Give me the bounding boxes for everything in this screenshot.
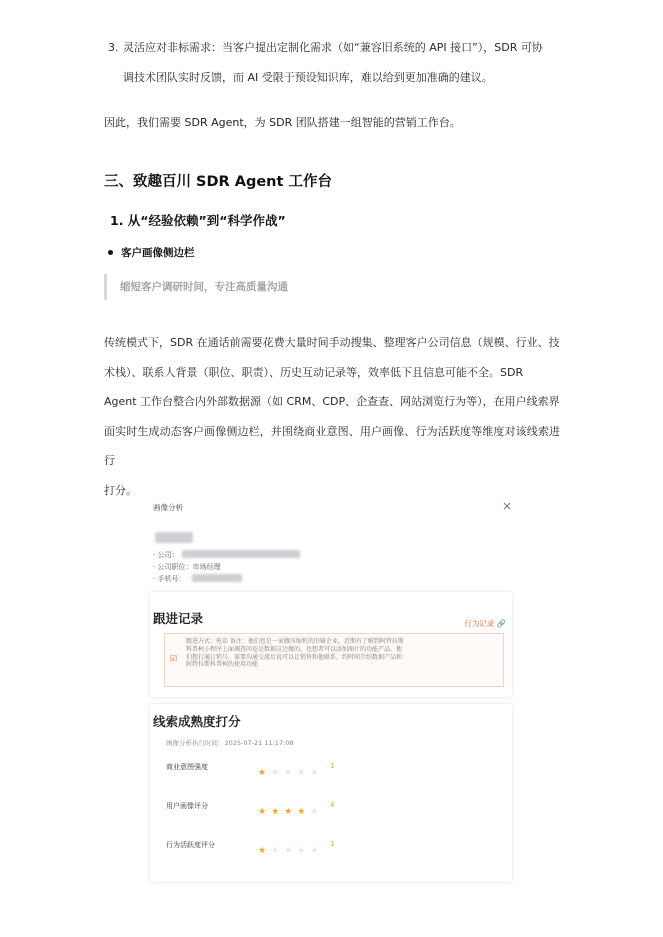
subsection-heading: 1. 从“经验依赖”到“科学作战” bbox=[110, 213, 286, 228]
followup-note bbox=[164, 633, 504, 687]
star-empty-icon: ★ bbox=[310, 807, 319, 817]
score-label: 商业意图强度 bbox=[166, 763, 208, 771]
note-line-1: 跟进方式：电话 备注：他们也是一家做压缩机的旧骑企业。近期有了解到阿特拉斯 bbox=[186, 638, 404, 645]
note-line-2: 科普柯小程序上面调查问卷是数据这边做的，也想者可以添加图片的功能产品。他 bbox=[186, 645, 403, 653]
edit-icon: ☑ bbox=[170, 654, 178, 663]
star-filled-icon: ★ bbox=[258, 846, 267, 856]
section-heading: 三、致趣百川 SDR Agent 工作台 bbox=[104, 174, 332, 190]
star-empty-icon: ★ bbox=[297, 846, 306, 856]
phone-label: · 手机号： bbox=[153, 575, 186, 583]
exec-time: 画像分析执行时间：2025-07-21 11:17:08 bbox=[166, 739, 294, 747]
para-line-2: 术栈）、联系人背景（职位、职责）、历史互动记录等，效率低下且信息可能不全。SDR bbox=[104, 365, 524, 379]
blurred-name bbox=[155, 532, 193, 543]
blockquote bbox=[104, 274, 561, 300]
star-filled-icon: ★ bbox=[271, 807, 280, 817]
star-empty-icon: ★ bbox=[297, 768, 306, 778]
star-empty-icon: ★ bbox=[271, 846, 280, 856]
score-card bbox=[150, 704, 512, 882]
star-filled-icon: ★ bbox=[284, 807, 293, 817]
star-filled-icon: ★ bbox=[258, 807, 267, 817]
para-line-1: 传统模式下，SDR 在通话前需要花费大量时间手动搜集、整理客户公司信息（规模、行业、技 bbox=[104, 336, 560, 349]
star-empty-icon: ★ bbox=[284, 768, 293, 778]
profile-panel-screenshot bbox=[150, 492, 512, 884]
note-text bbox=[186, 638, 498, 669]
list-line-2: 调技术团队实时反馈，而 AI 受限于预设知识库，难以给到更加准确的建议。 bbox=[123, 71, 493, 84]
intro-paragraph: 因此，我们需要 SDR Agent，为 SDR 团队搭建一组智能的营销工作台。 bbox=[104, 116, 461, 129]
list-line-1: 灵活应对非标需求：当客户提出定制化需求（如“兼容旧系统的 API 接口”），SDR 可协 bbox=[123, 41, 543, 54]
note-line-4: 阿特拉斯科普柯的使用功能 bbox=[186, 661, 259, 669]
behavior-record-link[interactable]: 行为记录 🔗 bbox=[464, 619, 506, 628]
panel-title: 画像分析 bbox=[153, 503, 183, 512]
list-item-text bbox=[123, 33, 568, 93]
company-label: · 公司： bbox=[153, 551, 179, 559]
score-title: 线索成熟度打分 bbox=[153, 714, 241, 729]
position-label: · 公司职位：市场经理 bbox=[153, 563, 221, 571]
list-item-3 bbox=[108, 33, 568, 93]
blurred-phone bbox=[192, 574, 242, 582]
close-icon[interactable]: × bbox=[501, 499, 512, 513]
blurred-company bbox=[182, 550, 300, 558]
score-value: 1 bbox=[330, 840, 335, 848]
star-filled-icon: ★ bbox=[258, 768, 267, 778]
list-number: 3. bbox=[108, 41, 119, 54]
star-empty-icon: ★ bbox=[310, 846, 319, 856]
para-line-5: 打分。 bbox=[104, 483, 137, 497]
note-line-3: 们想打通订销号，需要沟通交流后说可以让销售和他联系，约时间介绍数据产品和 bbox=[186, 653, 403, 661]
star-rating bbox=[258, 760, 323, 779]
bullet-text: 客户画像侧边栏 bbox=[121, 247, 195, 259]
star-rating bbox=[258, 799, 323, 818]
followup-title: 跟进记录 bbox=[153, 611, 204, 626]
para-line-3: Agent 工作台整合内外部数据源（如 CRM、CDP、企查查、网站浏览行为等），在用户线索界 bbox=[104, 395, 560, 408]
score-value: 4 bbox=[330, 801, 335, 809]
score-label: 行为活跃度评分 bbox=[166, 841, 215, 849]
body-paragraph bbox=[104, 328, 560, 505]
star-empty-icon: ★ bbox=[310, 768, 319, 778]
score-value: 1 bbox=[330, 762, 335, 770]
star-filled-icon: ★ bbox=[297, 807, 306, 817]
star-empty-icon: ★ bbox=[284, 846, 293, 856]
score-label: 用户画像评分 bbox=[166, 802, 208, 810]
star-rating bbox=[258, 838, 323, 857]
para-line-4: 面实时生成动态客户画像侧边栏，并围绕商业意图、用户画像、行为活跃度等维度对该线索进行 bbox=[104, 424, 560, 467]
star-empty-icon: ★ bbox=[271, 768, 280, 778]
bullet-dot-icon bbox=[108, 250, 113, 255]
quote-text: 缩短客户调研时间，专注高质量沟通 bbox=[120, 281, 288, 293]
bullet-item bbox=[108, 243, 195, 263]
